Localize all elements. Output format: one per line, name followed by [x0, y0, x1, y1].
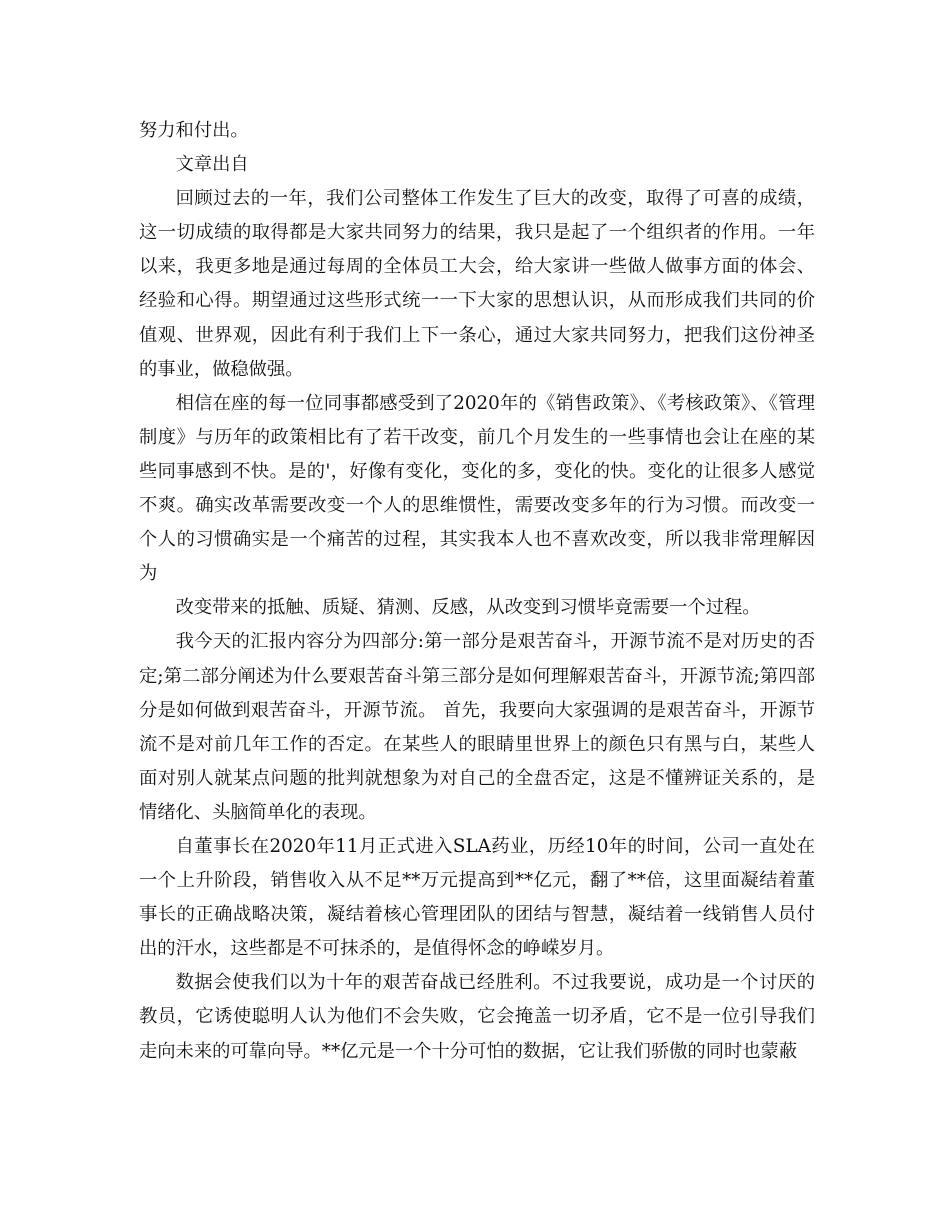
paragraph-review: 回顾过去的一年，我们公司整体工作发生了巨大的改变，取得了可喜的成绩，这一切成绩的取得都是大家共同努力的结果，我只是起了一个组织者的作用。一年以来，我更多地是通过每周的全体员工大会，给大家讲一些做人做事方面的体会、经验和心得。期望通过这些形式统一一下大家的思想认识，从而形成我们共同的价值观、世界观，因此有利于我们上下一条心，通过大家共同努力，把我们这份神圣的事业，做稳做强。: [139, 188, 815, 380]
paragraph-data-warning: 数据会使我们以为十年的艰苦奋战已经胜利。不过我要说，成功是一个讨厌的教员，它诱使聪明人认为他们不会失败，它会掩盖一切矛盾，它不是一位引导我们走向未来的可靠向导。**亿元是一个十分可怕的数据，它让我们骄傲的同时也蒙蔽: [139, 972, 815, 1062]
paragraph-resistance: 改变带来的抵触、质疑、猜测、反感，从改变到习惯毕竟需要一个过程。: [175, 597, 761, 619]
paragraph-chairman-history: 自董事长在2020年11月正式进入SLA药业，历经10年的时间，公司一直处在一个上升阶段，销售收入从不足**万元提高到**亿元，翻了**倍，这里面凝结着董事长的正确战略决策，凝结着核心管理团队的团结与智慧，凝结着一线销售人员付出的汗水，这些都是不可抹杀的，是值得怀念的峥嵘岁月。: [139, 835, 815, 960]
paragraph-policy-change: 相信在座的每一位同事都感受到了2020年的《销售政策》、《考核政策》、《管理制度》与历年的政策相比有了若干改变，前几个月发生的一些事情也会让在座的某些同事感到不快。是的'，好像有变化，变化的多，变化的快。变化的让很多人感觉不爽。确实改革需要改变一个人的思维惯性，需要改变多年的行为习惯。而改变一个人的习惯确实是一个痛苦的过程，其实我本人也不喜欢改变，所以我非常理解因为: [139, 392, 815, 585]
paragraph-source: 文章出自: [175, 154, 249, 176]
document-body: [139, 114, 815, 1069]
paragraph-report-outline: 我今天的汇报内容分为四部分:第一部分是艰苦奋斗，开源节流不是对历史的否定;第二部分阐述为什么要艰苦奋斗第三部分是如何理解艰苦奋斗，开源节流;第四部分是如何做到艰苦奋斗，开源节流。 首先，我要向大家强调的是艰苦奋斗，开源节流不是对前几年工作的否定。在某些人的眼睛里世界上的颜色只有黑与白，某些人面对别人就某点问题的批判就想象为对自己的全盘否定，这是不懂辨证关系的，是情绪化、头脑简单化的表现。: [139, 631, 815, 823]
paragraph-continuation: 努力和付出。: [139, 120, 249, 141]
